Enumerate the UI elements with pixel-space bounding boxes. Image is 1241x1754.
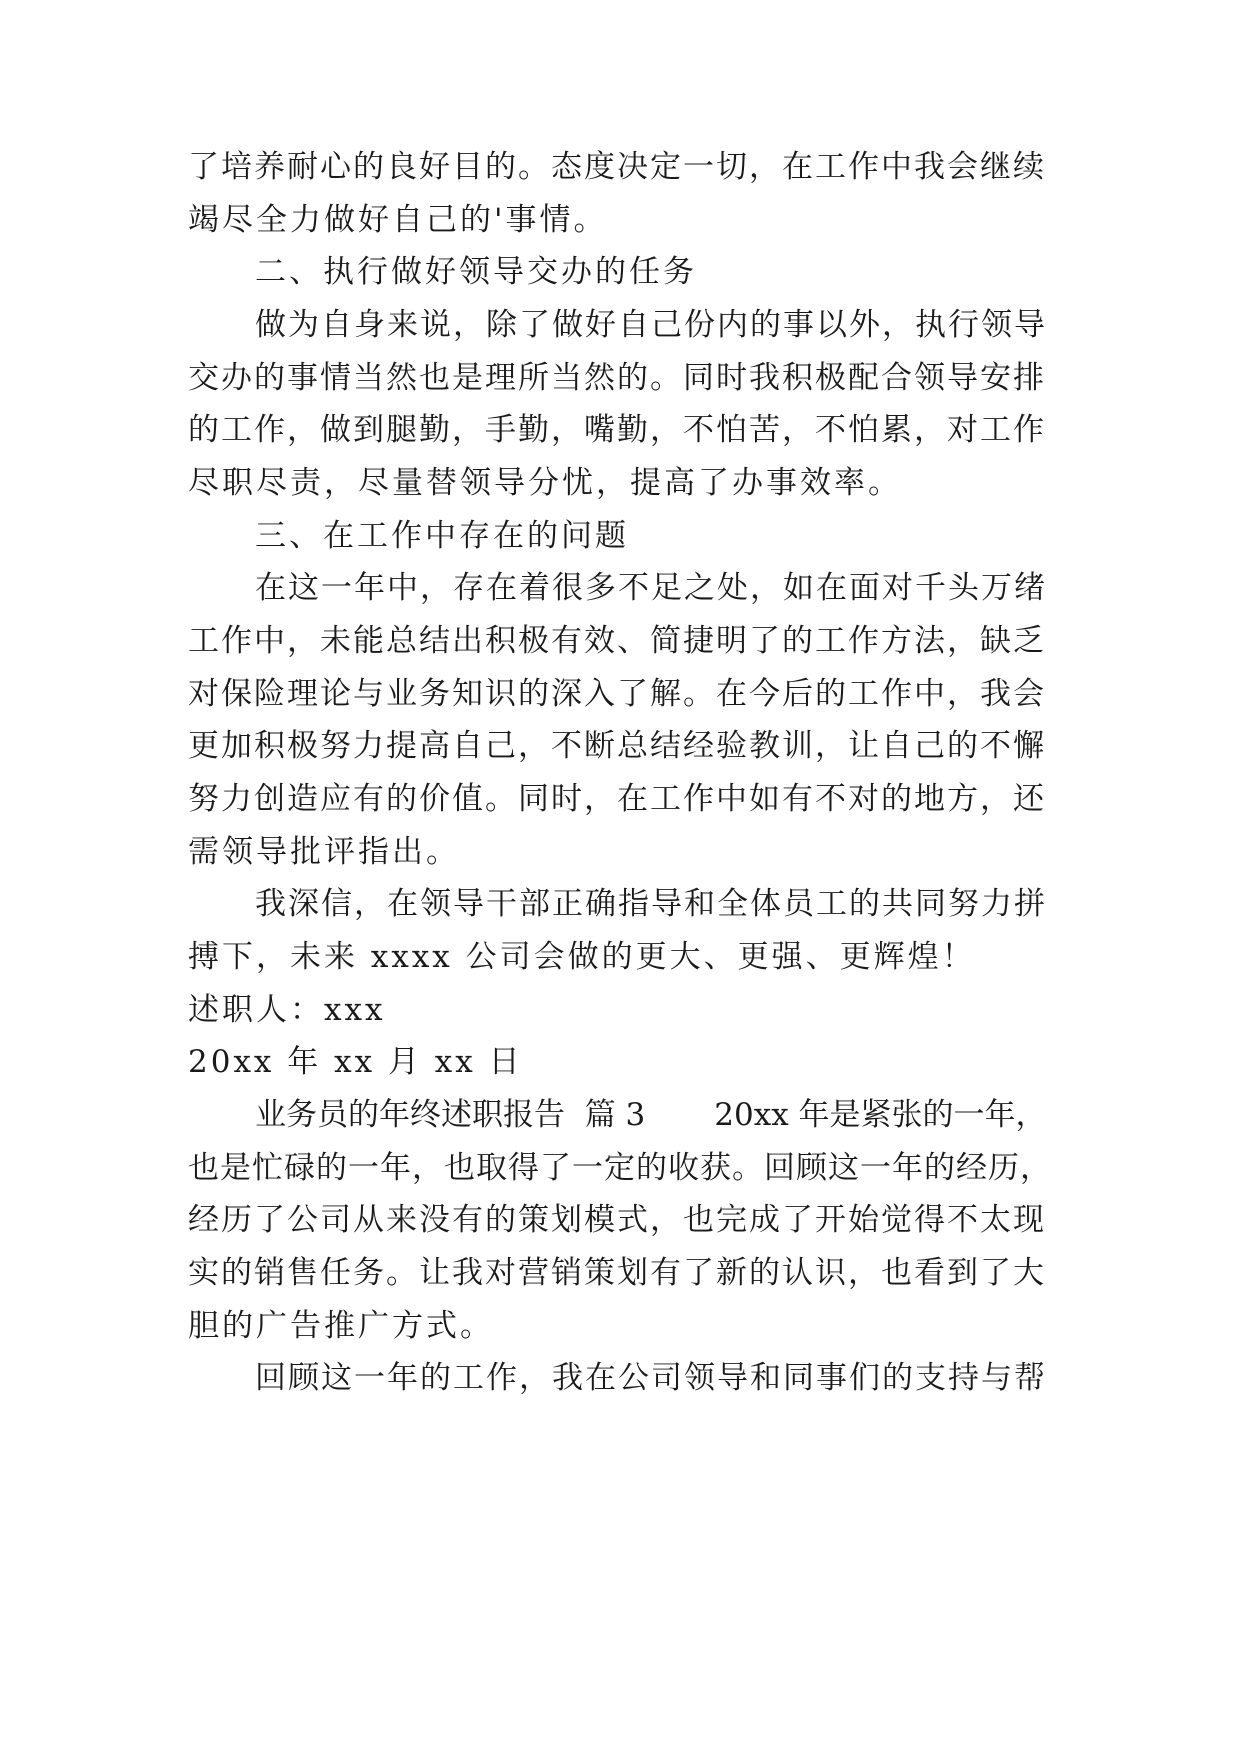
paragraph-line: 做为自身来说，除了做好自己份内的事以外，执行领导 xyxy=(255,307,1047,343)
paragraph-line: 实的销售任务。让我对营销策划有了新的认识，也看到了大 xyxy=(188,1255,1046,1291)
paragraph-line: 回顾这一年的工作，我在公司领导和同事们的支持与帮 xyxy=(255,1360,1047,1396)
paragraph-line: 尽职尽责，尽量替领导分忧，提高了办事效率。 xyxy=(188,465,902,501)
paragraph-line: 更加积极努力提高自己，不断总结经验教训，让自己的不懈 xyxy=(188,728,1046,764)
paragraph-line: 也是忙碌的一年，也取得了一定的收获。回顾这一年的经历， xyxy=(188,1150,1052,1186)
paragraph-line: 的工作，做到腿勤，手勤，嘴勤，不怕苦，不怕累，对工作 xyxy=(188,412,1046,448)
signature-line: 述职人：xxx xyxy=(188,992,386,1028)
paragraph-line: 了培养耐心的良好目的。态度决定一切，在工作中我会继续 xyxy=(188,149,1046,185)
paragraph-line: 搏下，未来 xxxx 公司会做的更大、更强、更辉煌！ xyxy=(188,939,976,975)
paragraph-line: 在这一年中，存在着很多不足之处，如在面对千头万绪 xyxy=(255,570,1047,606)
paragraph-line: 经历了公司从来没有的策划模式，也完成了开始觉得不太现 xyxy=(188,1202,1046,1238)
paragraph-line: 我深信，在领导干部正确指导和全体员工的共同努力拼 xyxy=(255,886,1047,922)
paragraph-line: 需领导批评指出。 xyxy=(188,834,460,870)
section-heading: 三、在工作中存在的问题 xyxy=(255,518,629,554)
section-heading: 二、执行做好领导交办的任务 xyxy=(255,254,697,290)
paragraph-line: 竭尽全力做好自己的'事情。 xyxy=(188,202,608,238)
paragraph-line: 努力创造应有的价值。同时，在工作中如有不对的地方，还 xyxy=(188,781,1046,817)
section-title-line: 业务员的年终述职报告 篇 3 20xx 年是紧张的一年， xyxy=(255,1097,1047,1133)
paragraph-line: 工作中，未能总结出积极有效、简捷明了的工作方法，缺乏 xyxy=(188,623,1046,659)
date-line: 20xx 年 xx 月 xx 日 xyxy=(188,1044,523,1080)
paragraph-line: 对保险理论与业务知识的深入了解。在今后的工作中，我会 xyxy=(188,676,1046,712)
paragraph-line: 胆的广告推广方式。 xyxy=(188,1308,494,1344)
paragraph-line: 交办的事情当然也是理所当然的。同时我积极配合领导安排 xyxy=(188,360,1046,396)
